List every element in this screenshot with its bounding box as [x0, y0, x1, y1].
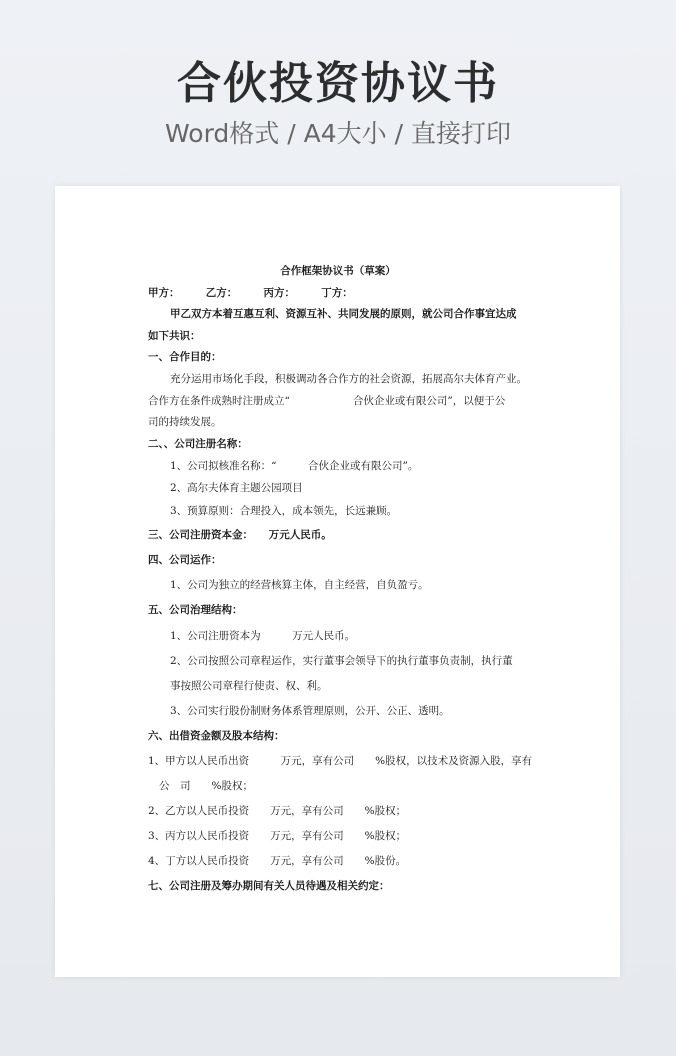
section-4-heading: 四、公司运作： [148, 554, 222, 566]
banner [0, 0, 676, 186]
section-5-item: 事按照公司章程行使责、权、利。 [170, 680, 328, 692]
banner-title: 合伙投资协议书 [177, 58, 499, 109]
section-6-item: 公 司 %股权； [159, 780, 253, 792]
section-6-heading: 六、出借资金额及股本结构： [148, 730, 285, 742]
section-5-heading: 五、公司治理结构： [148, 604, 243, 616]
banner-subtitle: Word格式 / A4大小 / 直接打印 [165, 119, 511, 148]
document-page [55, 186, 620, 977]
parties-line: 甲方： 乙方： 丙方： 丁方： [148, 287, 353, 299]
section-5-item: 1、公司注册资本为 万元人民币。 [170, 630, 356, 642]
section-2-heading: 二、、公司注册名称： [148, 438, 248, 450]
intro-line-1: 甲乙双方本着互惠互利、资源互补、共同发展的原则，就公司合作事宜达成 [170, 308, 517, 320]
section-6-item: 2、乙方以人民币投资 万元，享有公司 %股权； [148, 805, 407, 817]
section-1-paragraph: 合作方在条件成熟时注册成立“ 合伙企业或有限公司”，以便于公 [148, 395, 506, 407]
section-7-heading: 七、公司注册及筹办期间有关人员待遇及相关约定： [148, 880, 390, 892]
section-1-paragraph: 充分运用市场化手段，积极调动各合作方的社会资源，拓展高尔夫体育产业。 [170, 373, 527, 385]
section-1-paragraph: 司的持续发展。 [148, 416, 222, 428]
section-1-heading: 一、合作目的： [148, 351, 222, 363]
section-5-item: 3、公司实行股份制财务体系管理原则，公开、公正、透明。 [170, 705, 450, 717]
section-2-item: 2、高尔夫体育主题公园项目 [170, 482, 303, 494]
document-title: 合作框架协议书（草案） [280, 265, 396, 277]
section-2-item: 1、公司拟核准名称：“ 合伙企业或有限公司”。 [170, 460, 419, 472]
section-4-item: 1、公司为独立的经营核算主体，自主经营，自负盈亏。 [170, 579, 429, 591]
section-2-item: 3、预算原则：合理投入，成本领先，长远兼顾。 [170, 505, 398, 517]
section-6-item: 4、丁方以人民币投资 万元，享有公司 %股份。 [148, 855, 407, 867]
section-5-item: 2、公司按照公司章程运作，实行董事会领导下的执行董事负责制，执行董 [170, 655, 513, 667]
section-6-item: 3、丙方以人民币投资 万元，享有公司 %股权； [148, 830, 407, 842]
section-6-item: 1、甲方以人民币出资 万元，享有公司 %股权，以技术及资源入股，享有 [148, 755, 533, 767]
intro-line-2: 如下共识： [148, 330, 201, 342]
section-3-heading: 三、公司注册资本金： 万元人民币。 [148, 529, 332, 541]
